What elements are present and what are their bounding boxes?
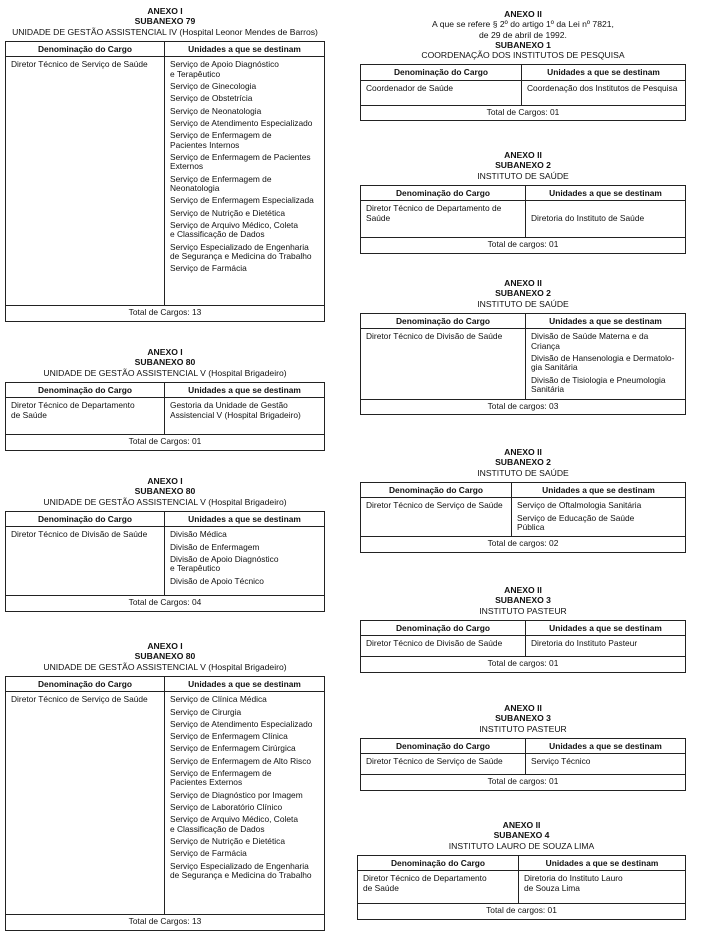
unit-item: Serviço de Oftalmologia Sanitária: [517, 500, 642, 511]
unit-item: Serviço de Enfermagem Clínica: [170, 731, 288, 742]
unit-item: Divisão de Apoio Diagnóstico e Terapêutico: [170, 553, 279, 574]
unit-item: Serviço de Enfermagem de Alto Risco: [170, 755, 312, 766]
subanexo-title: SUBANEXO 2: [495, 288, 551, 299]
table-row: [6, 527, 324, 595]
cargo-cell: Diretor Técnico de Divisão de Saúde: [11, 529, 148, 540]
unit-item: Serviço de Neonatologia: [170, 105, 262, 116]
section-header: [360, 585, 686, 616]
total-cargos: Total de cargos: 01: [361, 656, 685, 671]
unit-item: Serviço de Atendimento Especializado: [170, 718, 313, 729]
unit-item: Serviço de Atendimento Especializado: [170, 117, 313, 128]
cargo-table: [360, 620, 686, 673]
cargo-cell: Diretor Técnico de Serviço de Saúde: [366, 756, 503, 767]
unit-item: Serviço de Enfermagem de Pacientes Internos: [170, 130, 272, 150]
column-header-cargo: Denominação do Cargo: [38, 513, 132, 524]
table-header-row: [361, 483, 685, 498]
column-header-cargo: Denominação do Cargo: [396, 622, 490, 633]
section-anexo-ii-subanexo-3-servico: [360, 703, 686, 791]
unit-item: Divisão de Enfermagem: [170, 541, 260, 552]
table-row: [361, 81, 685, 105]
total-cargos: Total de cargos: 01: [361, 774, 685, 789]
table-row: [6, 398, 324, 434]
units-cell: [525, 636, 685, 656]
unit-item: Serviço de Arquivo Médico, Coleta e Classificação de Dados: [170, 219, 299, 240]
anexo-title: ANEXO I: [147, 476, 183, 486]
column-header-cargo: Denominação do Cargo: [396, 315, 490, 326]
total-cargos: Total de cargos: 01: [358, 903, 685, 918]
unit-heading: COORDENAÇÃO DOS INSTITUTOS DE PESQUISA: [421, 50, 625, 61]
section-header: [360, 9, 686, 60]
total-cargos: Total de Cargos: 01: [361, 105, 685, 120]
unit-heading: INSTITUTO PASTEUR: [479, 605, 567, 616]
table-header-row: [361, 314, 685, 329]
unit-item: Coordenação dos Institutos de Pesquisa: [527, 82, 678, 93]
unit-heading: INSTITUTO DE SAÚDE: [477, 467, 569, 478]
total-cargos: Total de cargos: 01: [361, 237, 685, 252]
unit-item: Divisão de Hansenologia e Dermatolo- gia Sanitária: [531, 353, 675, 373]
subanexo-title: SUBANEXO 1: [495, 39, 551, 50]
cargo-cell: Diretor Técnico de Divisão de Saúde: [366, 638, 503, 649]
cargo-cell: Diretor Técnico de Divisão de Saúde: [366, 331, 503, 342]
cargo-table: [360, 313, 686, 415]
unit-item: Serviço de Diagnóstico por Imagem: [170, 789, 303, 800]
column-header-cargo: Denominação do Cargo: [38, 678, 132, 689]
table-row: [361, 201, 685, 237]
column-header-unidades: Unidades a que se destinam: [518, 856, 685, 870]
unit-item: Divisão de Apoio Técnico: [170, 575, 264, 586]
cargo-cell: Diretor Técnico de Serviço de Saúde: [11, 694, 148, 705]
table-header-row: [6, 383, 324, 398]
cargo-cell: Diretor Técnico de Departamento de Saúde: [11, 400, 135, 420]
table-header-row: [361, 65, 685, 80]
units-cell: [525, 201, 685, 237]
anexo-title: ANEXO II: [502, 820, 541, 830]
section-anexo-i-subanexo-80-divisao: [5, 476, 325, 612]
cargo-table: [5, 511, 325, 612]
unit-item: Serviço de Enfermagem Cirúrgica: [170, 743, 296, 754]
column-header-cargo: Denominação do Cargo: [394, 67, 488, 78]
unit-item: Serviço de Farmácia: [170, 263, 247, 274]
section-header: [5, 6, 325, 37]
table-row: [361, 498, 685, 536]
anexo-title: ANEXO I: [147, 347, 183, 357]
unit-item: Diretoria do Instituto Pasteur: [531, 638, 638, 649]
subanexo-title: SUBANEXO 3: [495, 713, 551, 724]
section-header: [360, 703, 686, 734]
table-row: [361, 754, 685, 774]
cargo-table: [360, 185, 686, 254]
unit-heading: UNIDADE DE GESTÃO ASSISTENCIAL V (Hospital Brigadeiro): [43, 367, 287, 378]
unit-item: Serviço de Clínica Médica: [170, 694, 267, 705]
total-cargos: Total de Cargos: 04: [6, 595, 324, 610]
anexo-title: ANEXO II: [504, 703, 542, 713]
unit-item: Divisão de Saúde Materna e da Criança: [531, 331, 649, 351]
units-cell: [518, 871, 685, 903]
table-header-row: [361, 739, 685, 754]
cargo-cell: Diretor Técnico de Departamento de Saúde: [366, 203, 502, 223]
anexo-title: ANEXO II: [504, 9, 542, 19]
cargo-cell: Diretor Técnico de Serviço de Saúde: [11, 59, 148, 70]
units-cell: [164, 57, 324, 305]
section-anexo-ii-subanexo-2-departamento: [360, 150, 686, 254]
unit-item: Serviço de Nutrição e Dietética: [170, 836, 285, 847]
unit-heading: UNIDADE DE GESTÃO ASSISTENCIAL V (Hospital Brigadeiro): [43, 496, 287, 507]
unit-heading: A que se refere § 2º do artigo 1º da Lei nº 7821,: [432, 19, 614, 30]
units-cell: [164, 527, 324, 595]
total-cargos: Total de Cargos: 01: [6, 434, 324, 449]
subanexo-title: SUBANEXO 79: [134, 16, 196, 27]
column-header-unidades: Unidades a que se destinam: [525, 621, 685, 635]
anexo-title: ANEXO II: [504, 447, 542, 457]
unit-item: Gestoria da Unidade de Gestão Assistencial V (Hospital Brigadeiro): [170, 400, 301, 420]
table-row: [358, 871, 685, 903]
column-header-unidades: Unidades a que se destinam: [511, 483, 685, 497]
units-cell: [164, 398, 324, 434]
anexo-title: ANEXO II: [504, 278, 542, 288]
unit-heading: UNIDADE DE GESTÃO ASSISTENCIAL V (Hospital Brigadeiro): [43, 661, 287, 672]
column-header-cargo: Denominação do Cargo: [396, 740, 490, 751]
section-header: [360, 278, 686, 309]
table-header-row: [361, 621, 685, 636]
subanexo-title: SUBANEXO 80: [134, 651, 196, 662]
unit-item: Serviço de Ginecologia: [170, 81, 257, 91]
cargo-table: [357, 855, 686, 920]
total-cargos: Total de cargos: 02: [361, 536, 685, 551]
table-header-row: [358, 856, 685, 871]
unit-item: Serviço de Enfermagem de Neonatologia: [170, 173, 272, 193]
unit-item: Serviço de Educação de Saúde Pública: [517, 512, 635, 532]
section-anexo-ii-subanexo-2-divisao: [360, 278, 686, 415]
unit-item: Serviço de Farmácia: [170, 848, 247, 859]
unit-item: Diretoria do Instituto de Saúde: [531, 212, 645, 223]
unit-heading: UNIDADE DE GESTÃO ASSISTENCIAL IV (Hospital Leonor Mendes de Barros): [12, 26, 318, 37]
section-header: [5, 476, 325, 507]
unit-item: Divisão Médica: [170, 529, 227, 540]
column-header-cargo: Denominação do Cargo: [389, 484, 483, 495]
unit-heading: INSTITUTO LAURO DE SOUZA LIMA: [448, 840, 595, 851]
subanexo-title: SUBANEXO 80: [134, 486, 196, 497]
unit-item: Serviço de Enfermagem Especializada: [170, 195, 314, 206]
cargo-table: [360, 482, 686, 553]
units-cell: [164, 692, 324, 914]
units-cell: [525, 329, 685, 398]
units-cell: [525, 754, 685, 774]
anexo-title: ANEXO II: [504, 585, 542, 595]
column-header-unidades: Unidades a que se destinam: [525, 314, 685, 328]
section-anexo-ii-subanexo-4: [357, 820, 686, 920]
column-header-unidades: Unidades a que se destinam: [164, 383, 324, 397]
unit-heading: INSTITUTO PASTEUR: [479, 723, 567, 734]
unit-item: Serviço de Enfermagem de Pacientes Externos: [170, 768, 272, 788]
unit-item: Serviço de Nutrição e Dietética: [170, 207, 285, 218]
section-anexo-i-subanexo-79: [5, 6, 325, 322]
table-row: [6, 692, 324, 914]
unit-item: Serviço de Apoio Diagnóstico e Terapêutico: [170, 59, 279, 79]
section-anexo-i-subanexo-80-servico: [5, 641, 325, 931]
column-header-cargo: Denominação do Cargo: [38, 384, 132, 395]
subanexo-title: SUBANEXO 2: [495, 457, 551, 468]
anexo-title: ANEXO I: [147, 641, 183, 651]
units-cell: [521, 81, 685, 105]
subanexo-title: SUBANEXO 3: [495, 595, 551, 606]
cargo-cell: Diretor Técnico de Departamento de Saúde: [363, 873, 487, 893]
unit-item: Serviço Técnico: [531, 756, 591, 767]
column-header-unidades: Unidades a que se destinam: [525, 186, 685, 200]
table-row: [361, 329, 685, 398]
section-header: [357, 820, 686, 851]
section-anexo-i-subanexo-80-gestoria: [5, 347, 325, 451]
unit-item: Serviço de Enfermagem de Pacientes Externos: [170, 151, 311, 172]
column-header-cargo: Denominação do Cargo: [38, 43, 132, 54]
unit-item: Diretoria do Instituto Lauro de Souza Lima: [524, 873, 623, 893]
column-header-unidades: Unidades a que se destinam: [164, 512, 324, 526]
cargo-table: [5, 41, 325, 322]
table-header-row: [6, 42, 324, 57]
unit-item: Serviço de Laboratório Clínico: [170, 802, 283, 813]
column-header-unidades: Unidades a que se destinam: [164, 677, 324, 691]
section-header: [360, 447, 686, 478]
units-cell: [511, 498, 685, 536]
subanexo-title: SUBANEXO 2: [495, 160, 551, 171]
unit-item: Serviço de Cirurgia: [170, 706, 242, 717]
cargo-table: [5, 676, 325, 931]
unit-heading: INSTITUTO DE SAÚDE: [477, 170, 569, 181]
cargo-table: [5, 382, 325, 451]
unit-item: Divisão de Tisiologia e Pneumologia Sanitária: [531, 374, 666, 395]
column-header-cargo: Denominação do Cargo: [391, 857, 485, 868]
subanexo-title: SUBANEXO 4: [493, 830, 550, 841]
column-header-unidades: Unidades a que se destinam: [525, 739, 685, 753]
section-header: [5, 641, 325, 672]
column-header-unidades: Unidades a que se destinam: [521, 65, 685, 79]
unit-item: Serviço Especializado de Engenharia de Segurança e Medicina do Trabalho: [170, 860, 312, 881]
anexo-title: ANEXO II: [504, 150, 542, 160]
total-cargos: Total de Cargos: 13: [6, 914, 324, 929]
table-header-row: [6, 512, 324, 527]
unit-heading: INSTITUTO DE SAÚDE: [477, 298, 569, 309]
section-anexo-ii-subanexo-1: [360, 9, 686, 121]
cargo-table: [360, 64, 686, 121]
section-header: [360, 150, 686, 181]
section-anexo-ii-subanexo-3-divisao: [360, 585, 686, 673]
table-row: [361, 636, 685, 656]
subanexo-title: SUBANEXO 80: [134, 357, 196, 368]
cargo-table: [360, 738, 686, 791]
cargo-cell: Coordenador de Saúde: [366, 82, 454, 93]
unit-item: Serviço de Obstetrícia: [170, 93, 253, 104]
unit-heading: de 29 de abril de 1992.: [479, 29, 567, 40]
unit-item: Serviço de Arquivo Médico, Coleta e Classificação de Dados: [170, 814, 299, 834]
column-header-cargo: Denominação do Cargo: [396, 187, 490, 198]
table-header-row: [6, 677, 324, 692]
cargo-cell: Diretor Técnico de Serviço de Saúde: [366, 500, 503, 511]
table-row: [6, 57, 324, 305]
unit-item: Serviço Especializado de Engenharia de Segurança e Medicina do Trabalho: [170, 241, 312, 261]
section-header: [5, 347, 325, 378]
table-header-row: [361, 186, 685, 201]
total-cargos: Total de cargos: 03: [361, 399, 685, 414]
column-header-unidades: Unidades a que se destinam: [164, 42, 324, 56]
section-anexo-ii-subanexo-2-servico: [360, 447, 686, 553]
anexo-title: ANEXO I: [147, 6, 183, 16]
total-cargos: Total de Cargos: 13: [6, 305, 324, 320]
